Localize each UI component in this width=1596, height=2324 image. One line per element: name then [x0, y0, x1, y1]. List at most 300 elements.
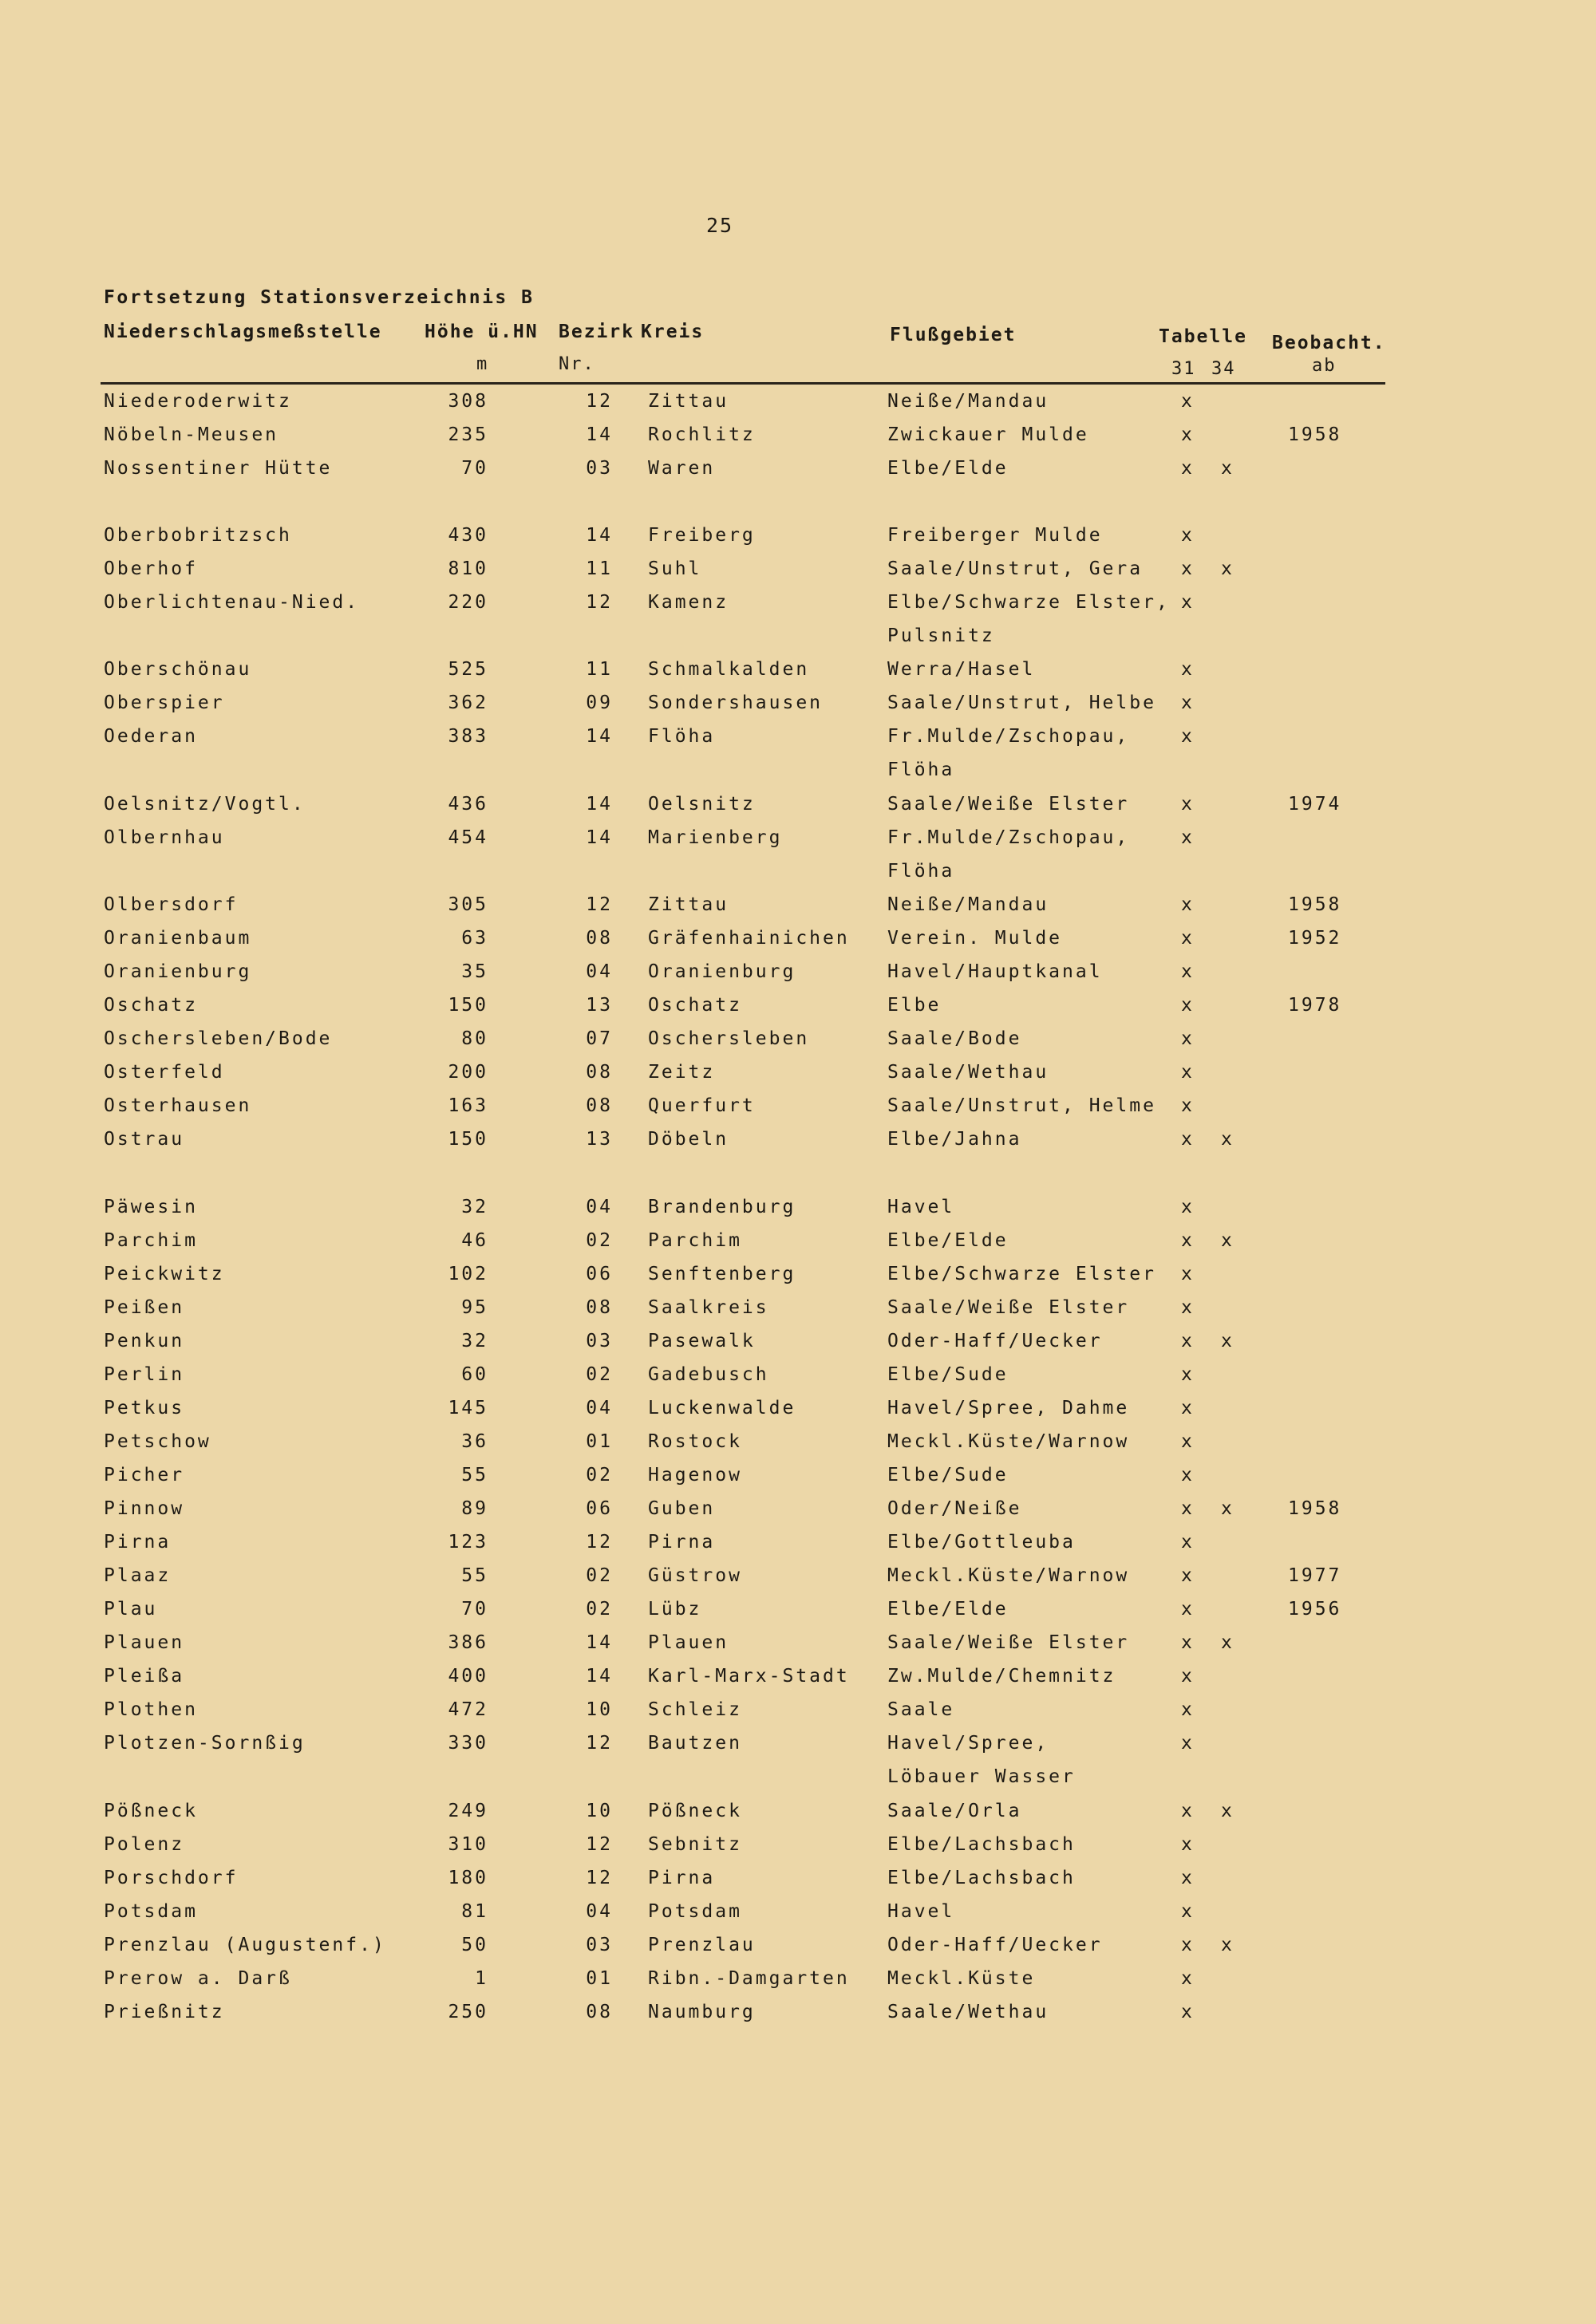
cell-fluss: Saale/Unstrut, Helme [887, 1095, 1156, 1116]
cell-kreis: Flöha [648, 726, 716, 747]
table-row [0, 794, 1596, 826]
cell-hoehe: 46 [461, 1230, 488, 1251]
header-fluss: Flußgebiet [890, 325, 1017, 345]
cell-beob: 1952 [1288, 928, 1342, 949]
cell-kreis: Hagenow [648, 1465, 742, 1486]
table-row [0, 1565, 1596, 1597]
cell-name: Pleißa [104, 1666, 185, 1687]
cell-fluss: Meckl.Küste/Warnow [887, 1431, 1130, 1452]
cell-kreis: Pirna [648, 1868, 716, 1888]
cell-t31: x [1181, 827, 1195, 848]
cell-hoehe: 55 [461, 1565, 488, 1586]
cell-kreis: Schleiz [648, 1699, 742, 1720]
cell-bezirk: 12 [586, 1532, 613, 1553]
cell-kreis: Freiberg [648, 525, 756, 546]
header-bezirk-sub: Nr. [559, 354, 595, 374]
cell-name: Plotzen-Sornßig [104, 1733, 306, 1754]
cell-bezirk: 12 [586, 1834, 613, 1855]
cell-name: Ostrau [104, 1129, 185, 1150]
cell-name: Päwesin [104, 1197, 198, 1217]
cell-t31: x [1181, 1364, 1195, 1385]
cell-hoehe: 150 [448, 1129, 488, 1150]
cell-t31: x [1181, 1565, 1195, 1586]
cell-t31: x [1181, 1632, 1195, 1653]
cell-t31: x [1181, 391, 1195, 412]
cell-t31: x [1181, 592, 1195, 613]
cell-name: Osterfeld [104, 1062, 225, 1083]
cell-kreis: Güstrow [648, 1565, 742, 1586]
cell-beob: 1978 [1288, 995, 1342, 1016]
cell-bezirk: 08 [586, 1095, 613, 1116]
cell-fluss: Saale/Weiße Elster [887, 794, 1130, 815]
cell-hoehe: 81 [461, 1901, 488, 1922]
header-rule [101, 382, 1385, 385]
cell-beob: 1956 [1288, 1599, 1342, 1620]
cell-fluss: Saale/Weiße Elster [887, 1297, 1130, 1318]
cell-kreis: Rostock [648, 1431, 742, 1452]
cell-bezirk: 02 [586, 1465, 613, 1486]
cell-fluss: Meckl.Küste [887, 1968, 1036, 1989]
cell-t34: x [1221, 558, 1235, 579]
cell-kreis: Zittau [648, 391, 729, 412]
cell-fluss: Saale/Wethau [887, 1062, 1049, 1083]
cell-name: Oberbobritzsch [104, 525, 292, 546]
cell-name: Oelsnitz/Vogtl. [104, 794, 306, 815]
cell-t31: x [1181, 995, 1195, 1016]
cell-t31: x [1181, 1733, 1195, 1754]
cell-kreis: Ribn.-Damgarten [648, 1968, 850, 1989]
cell-name: Oederan [104, 726, 198, 747]
cell-t31: x [1181, 1197, 1195, 1217]
cell-name: Prerow a. Darß [104, 1968, 292, 1989]
cell-name: Penkun [104, 1331, 185, 1351]
cell-fluss: Saale [887, 1699, 955, 1720]
cell-t31: x [1181, 1230, 1195, 1251]
cell-kreis: Oschersleben [648, 1028, 810, 1049]
cell-hoehe: 383 [448, 726, 488, 747]
table-row [0, 1129, 1596, 1161]
table-row [0, 1733, 1596, 1765]
page-title: Fortsetzung Stationsverzeichnis B [104, 287, 535, 308]
cell-bezirk: 02 [586, 1230, 613, 1251]
cell-t31: x [1181, 558, 1195, 579]
table-row [0, 1901, 1596, 1933]
header-beob-sub: ab [1312, 356, 1337, 376]
table-row [0, 1297, 1596, 1329]
cell-t34: x [1221, 1498, 1235, 1519]
cell-t31: x [1181, 1297, 1195, 1318]
cell-bezirk: 08 [586, 2002, 613, 2022]
cell-fluss: Elbe [887, 995, 942, 1016]
cell-bezirk: 13 [586, 1129, 613, 1150]
cell-t31: x [1181, 1599, 1195, 1620]
cell-kreis: Guben [648, 1498, 716, 1519]
cell-t31: x [1181, 1935, 1195, 1955]
cell-hoehe: 80 [461, 1028, 488, 1049]
cell-t31: x [1181, 1498, 1195, 1519]
cell-t31: x [1181, 928, 1195, 949]
cell-fluss: Oder/Neiße [887, 1498, 1022, 1519]
cell-hoehe: 123 [448, 1532, 488, 1553]
cell-fluss: Werra/Hasel [887, 659, 1036, 680]
table-row [0, 1230, 1596, 1262]
cell-t31: x [1181, 458, 1195, 479]
cell-t31: x [1181, 424, 1195, 445]
cell-fluss: Havel/Spree, [887, 1733, 1049, 1754]
cell-t31: x [1181, 1699, 1195, 1720]
cell-t31: x [1181, 1465, 1195, 1486]
cell-fluss: Oder-Haff/Uecker [887, 1935, 1103, 1955]
cell-name: Niederoderwitz [104, 391, 292, 412]
cell-kreis: Querfurt [648, 1095, 756, 1116]
cell-fluss: Elbe/Sude [887, 1364, 1009, 1385]
cell-fluss: Elbe/Gottleuba [887, 1532, 1076, 1553]
cell-hoehe: 36 [461, 1431, 488, 1452]
cell-bezirk: 14 [586, 827, 613, 848]
cell-fluss: Saale/Weiße Elster [887, 1632, 1130, 1653]
cell-t31: x [1181, 1398, 1195, 1418]
cell-t31: x [1181, 525, 1195, 546]
cell-t31: x [1181, 894, 1195, 915]
table-row [0, 424, 1596, 456]
cell-hoehe: 200 [448, 1062, 488, 1083]
table-row [0, 1699, 1596, 1731]
cell-kreis: Gadebusch [648, 1364, 769, 1385]
cell-bezirk: 06 [586, 1498, 613, 1519]
cell-name: Oberschönau [104, 659, 252, 680]
cell-bezirk: 02 [586, 1364, 613, 1385]
table-row [0, 1398, 1596, 1430]
cell-fluss: Saale/Wethau [887, 2002, 1049, 2022]
cell-t34: x [1221, 1801, 1235, 1821]
cell-t34: x [1221, 1331, 1235, 1351]
cell-fluss: Fr.Mulde/Zschopau, [887, 827, 1130, 848]
cell-hoehe: 95 [461, 1297, 488, 1318]
cell-hoehe: 35 [461, 961, 488, 982]
cell-t31: x [1181, 1062, 1195, 1083]
cell-t31: x [1181, 1532, 1195, 1553]
cell-bezirk: 04 [586, 1398, 613, 1418]
cell-fluss: Zwickauer Mulde [887, 424, 1089, 445]
cell-name: Oberhof [104, 558, 198, 579]
cell-bezirk: 12 [586, 1868, 613, 1888]
cell-kreis: Bautzen [648, 1733, 742, 1754]
cell-name: Porschdorf [104, 1868, 239, 1888]
cell-hoehe: 220 [448, 592, 488, 613]
cell-kreis: Luckenwalde [648, 1398, 796, 1418]
cell-t31: x [1181, 659, 1195, 680]
cell-fluss: Verein. Mulde [887, 928, 1063, 949]
table-row [0, 1197, 1596, 1229]
cell-name: Nöbeln-Meusen [104, 424, 279, 445]
table-row [0, 1465, 1596, 1497]
table-row [0, 894, 1596, 926]
cell-t31: x [1181, 1901, 1195, 1922]
table-row [0, 558, 1596, 590]
cell-name: Oschersleben/Bode [104, 1028, 333, 1049]
cell-kreis: Schmalkalden [648, 659, 810, 680]
cell-bezirk: 03 [586, 458, 613, 479]
cell-bezirk: 10 [586, 1801, 613, 1821]
cell-kreis: Brandenburg [648, 1197, 796, 1217]
header-hoehe: Höhe ü.HN [425, 322, 539, 342]
cell-bezirk: 02 [586, 1565, 613, 1586]
cell-bezirk: 04 [586, 1197, 613, 1217]
cell-kreis: Naumburg [648, 2002, 756, 2022]
cell-name: Pößneck [104, 1801, 198, 1821]
cell-bezirk: 12 [586, 391, 613, 412]
cell-t31: x [1181, 2002, 1195, 2022]
table-row [0, 1062, 1596, 1094]
cell-name: Potsdam [104, 1901, 198, 1922]
cell-t31: x [1181, 794, 1195, 815]
cell-fluss: Elbe/Lachsbach [887, 1834, 1076, 1855]
cell-name: Plau [104, 1599, 158, 1620]
cell-name: Olbernhau [104, 827, 225, 848]
table-row [0, 1364, 1596, 1396]
cell-kreis: Prenzlau [648, 1935, 756, 1955]
header-kreis: Kreis [641, 322, 705, 342]
cell-t31: x [1181, 726, 1195, 747]
cell-t31: x [1181, 1666, 1195, 1687]
cell-fluss: Havel [887, 1197, 955, 1217]
cell-kreis: Oelsnitz [648, 794, 756, 815]
cell-t31: x [1181, 692, 1195, 713]
table-row [0, 1632, 1596, 1664]
cell-name: Plaaz [104, 1565, 172, 1586]
table-row [0, 1666, 1596, 1698]
cell-name: Plauen [104, 1632, 185, 1653]
cell-hoehe: 430 [448, 525, 488, 546]
cell-kreis: Pasewalk [648, 1331, 756, 1351]
cell-kreis: Marienberg [648, 827, 783, 848]
cell-hoehe: 400 [448, 1666, 488, 1687]
cell-bezirk: 08 [586, 1297, 613, 1318]
cell-kreis: Karl-Marx-Stadt [648, 1666, 850, 1687]
cell-kreis: Döbeln [648, 1129, 729, 1150]
cell-hoehe: 386 [448, 1632, 488, 1653]
cell-bezirk: 11 [586, 558, 613, 579]
cell-name: Nossentiner Hütte [104, 458, 333, 479]
cell-bezirk: 14 [586, 525, 613, 546]
cell-hoehe: 305 [448, 894, 488, 915]
cell-kreis: Zittau [648, 894, 729, 915]
cell-beob: 1958 [1288, 424, 1342, 445]
cell-bezirk: 08 [586, 1062, 613, 1083]
cell-fluss: Elbe/Schwarze Elster, [887, 592, 1170, 613]
table-row [0, 1331, 1596, 1363]
cell-kreis: Saalkreis [648, 1297, 769, 1318]
cell-beob: 1958 [1288, 1498, 1342, 1519]
cell-t34: x [1221, 1230, 1235, 1251]
cell-kreis: Oschatz [648, 995, 742, 1016]
cell-hoehe: 60 [461, 1364, 488, 1385]
cell-fluss-continuation: Pulsnitz [887, 625, 995, 646]
cell-fluss: Saale/Unstrut, Gera [887, 558, 1144, 579]
cell-kreis: Sebnitz [648, 1834, 742, 1855]
cell-hoehe: 102 [448, 1264, 488, 1284]
cell-kreis: Lübz [648, 1599, 702, 1620]
cell-fluss: Saale/Orla [887, 1801, 1022, 1821]
cell-hoehe: 180 [448, 1868, 488, 1888]
cell-bezirk: 14 [586, 1632, 613, 1653]
table-row [0, 1264, 1596, 1296]
cell-fluss: Elbe/Schwarze Elster [887, 1264, 1156, 1284]
cell-beob: 1977 [1288, 1565, 1342, 1586]
header-tabelle-31: 31 [1171, 359, 1196, 379]
table-row [0, 1532, 1596, 1564]
cell-bezirk: 03 [586, 1935, 613, 1955]
cell-hoehe: 163 [448, 1095, 488, 1116]
cell-fluss: Havel [887, 1901, 955, 1922]
cell-bezirk: 06 [586, 1264, 613, 1284]
cell-kreis: Suhl [648, 558, 702, 579]
cell-t31: x [1181, 961, 1195, 982]
cell-beob: 1974 [1288, 794, 1342, 815]
cell-kreis: Sondershausen [648, 692, 824, 713]
cell-bezirk: 09 [586, 692, 613, 713]
cell-fluss-continuation: Löbauer Wasser [887, 1766, 1076, 1787]
cell-name: Pinnow [104, 1498, 185, 1519]
cell-bezirk: 14 [586, 794, 613, 815]
cell-t34: x [1221, 458, 1235, 479]
table-row [0, 1431, 1596, 1463]
cell-bezirk: 11 [586, 659, 613, 680]
cell-t31: x [1181, 1868, 1195, 1888]
cell-bezirk: 10 [586, 1699, 613, 1720]
cell-name: Picher [104, 1465, 185, 1486]
cell-bezirk: 01 [586, 1431, 613, 1452]
cell-name: Petschow [104, 1431, 211, 1452]
table-row [0, 2002, 1596, 2034]
cell-name: Oranienbaum [104, 928, 252, 949]
cell-bezirk: 04 [586, 961, 613, 982]
cell-hoehe: 235 [448, 424, 488, 445]
cell-hoehe: 525 [448, 659, 488, 680]
cell-hoehe: 50 [461, 1935, 488, 1955]
cell-name: Prenzlau (Augustenf.) [104, 1935, 386, 1955]
cell-kreis: Pößneck [648, 1801, 742, 1821]
table-row [0, 692, 1596, 724]
cell-t34: x [1221, 1129, 1235, 1150]
cell-name: Perlin [104, 1364, 185, 1385]
table-row [0, 1935, 1596, 1967]
cell-name: Polenz [104, 1834, 185, 1855]
cell-fluss: Fr.Mulde/Zschopau, [887, 726, 1130, 747]
cell-fluss: Elbe/Elde [887, 458, 1009, 479]
cell-fluss: Elbe/Elde [887, 1599, 1009, 1620]
table-row [0, 827, 1596, 859]
cell-beob: 1958 [1288, 894, 1342, 915]
cell-hoehe: 1 [475, 1968, 488, 1989]
cell-hoehe: 330 [448, 1733, 488, 1754]
cell-kreis: Kamenz [648, 592, 729, 613]
cell-hoehe: 810 [448, 558, 488, 579]
table-row [0, 391, 1596, 423]
cell-bezirk: 14 [586, 1666, 613, 1687]
table-row [0, 1968, 1596, 2000]
table-row [0, 726, 1596, 758]
cell-t34: x [1221, 1935, 1235, 1955]
cell-fluss: Freiberger Mulde [887, 525, 1103, 546]
cell-bezirk: 14 [586, 424, 613, 445]
header-hoehe-unit: m [476, 354, 489, 374]
cell-hoehe: 454 [448, 827, 488, 848]
cell-bezirk: 14 [586, 726, 613, 747]
cell-t31: x [1181, 1129, 1195, 1150]
cell-bezirk: 07 [586, 1028, 613, 1049]
cell-t31: x [1181, 1095, 1195, 1116]
cell-hoehe: 472 [448, 1699, 488, 1720]
table-row [0, 928, 1596, 960]
cell-kreis: Plauen [648, 1632, 729, 1653]
cell-hoehe: 70 [461, 1599, 488, 1620]
table-row [0, 659, 1596, 691]
cell-hoehe: 249 [448, 1801, 488, 1821]
page-number: 25 [706, 214, 734, 237]
cell-hoehe: 150 [448, 995, 488, 1016]
cell-fluss: Saale/Unstrut, Helbe [887, 692, 1156, 713]
cell-bezirk: 02 [586, 1599, 613, 1620]
cell-t31: x [1181, 1801, 1195, 1821]
cell-fluss: Elbe/Sude [887, 1465, 1009, 1486]
header-bezirk: Bezirk [559, 322, 635, 342]
cell-name: Parchim [104, 1230, 198, 1251]
cell-fluss: Elbe/Elde [887, 1230, 1009, 1251]
table-row [0, 1028, 1596, 1060]
cell-bezirk: 08 [586, 928, 613, 949]
cell-fluss: Saale/Bode [887, 1028, 1022, 1049]
cell-fluss: Zw.Mulde/Chemnitz [887, 1666, 1116, 1687]
cell-name: Olbersdorf [104, 894, 239, 915]
cell-hoehe: 145 [448, 1398, 488, 1418]
cell-bezirk: 13 [586, 995, 613, 1016]
cell-hoehe: 250 [448, 2002, 488, 2022]
cell-fluss: Neiße/Mandau [887, 391, 1049, 412]
cell-name: Oberspier [104, 692, 225, 713]
cell-bezirk: 12 [586, 592, 613, 613]
cell-t31: x [1181, 1431, 1195, 1452]
header-tabelle-34: 34 [1211, 359, 1236, 379]
cell-hoehe: 55 [461, 1465, 488, 1486]
cell-t31: x [1181, 1264, 1195, 1284]
table-row [0, 1599, 1596, 1631]
cell-bezirk: 12 [586, 1733, 613, 1754]
cell-kreis: Senftenberg [648, 1264, 796, 1284]
header-name: Niederschlagsmeßstelle [104, 322, 382, 342]
cell-name: Oschatz [104, 995, 198, 1016]
cell-name: Peickwitz [104, 1264, 225, 1284]
cell-t31: x [1181, 1834, 1195, 1855]
header-tabelle: Tabelle [1159, 326, 1247, 347]
cell-name: Peißen [104, 1297, 185, 1318]
cell-fluss: Meckl.Küste/Warnow [887, 1565, 1130, 1586]
cell-bezirk: 04 [586, 1901, 613, 1922]
cell-bezirk: 12 [586, 894, 613, 915]
cell-hoehe: 70 [461, 458, 488, 479]
table-row [0, 961, 1596, 993]
cell-kreis: Potsdam [648, 1901, 742, 1922]
table-row [0, 1498, 1596, 1530]
table-row [0, 458, 1596, 490]
table-row [0, 592, 1596, 624]
cell-hoehe: 32 [461, 1331, 488, 1351]
cell-fluss-continuation: Flöha [887, 861, 955, 882]
cell-fluss: Havel/Spree, Dahme [887, 1398, 1130, 1418]
cell-name: Osterhausen [104, 1095, 252, 1116]
cell-hoehe: 310 [448, 1834, 488, 1855]
cell-hoehe: 362 [448, 692, 488, 713]
